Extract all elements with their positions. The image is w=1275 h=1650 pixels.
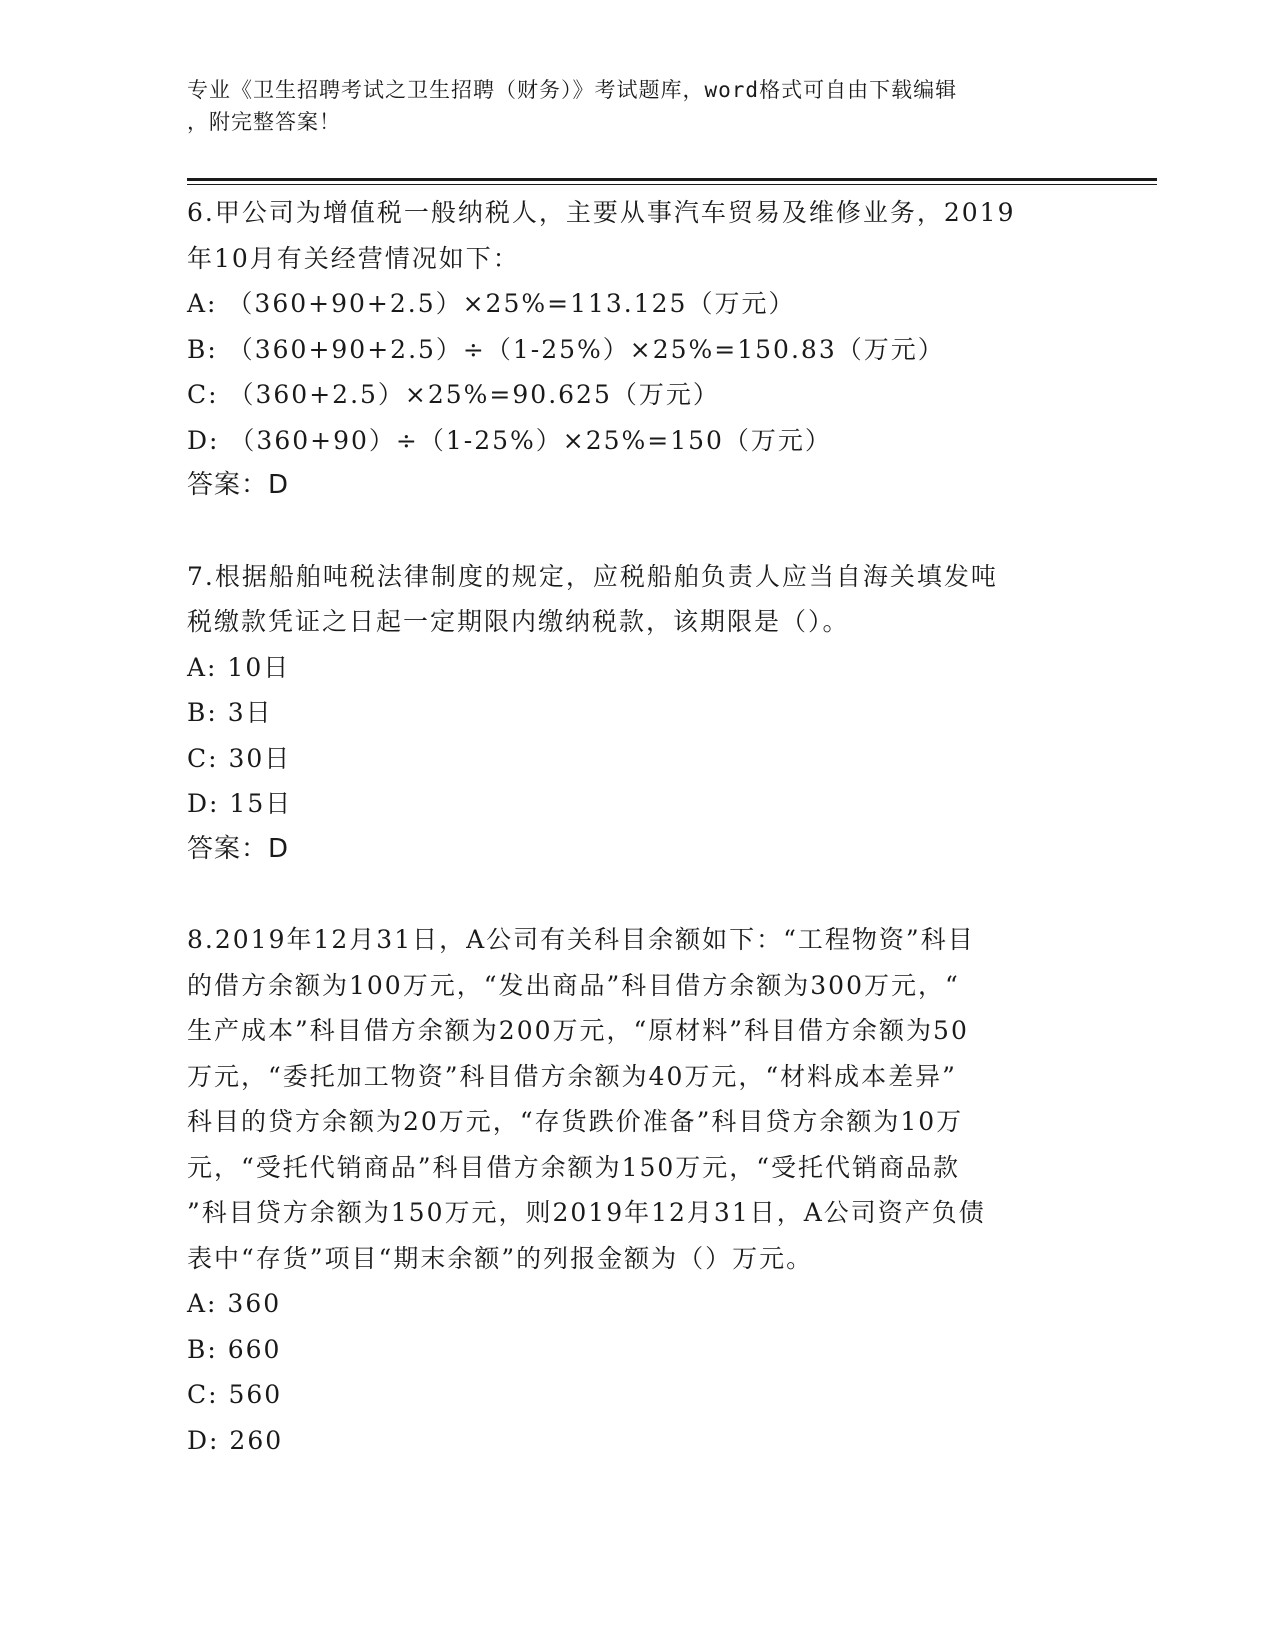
header-divider-thin [187,184,1157,185]
question-stem-line: 年10月有关经营情况如下： [187,243,520,273]
option-c: C: （360+2.5）×25%=90.625（万元） [187,380,720,409]
option-c: C: 560 [187,1380,283,1409]
question-stem-line: 元，“受托代销商品”科目借方余额为150万元，“受托代销商品款 [187,1152,961,1182]
answer-line: 答案：D [187,470,290,500]
option-b: B: 660 [187,1334,282,1364]
option-d: D: 260 [187,1425,284,1455]
question-stem-line: 8.2019年12月31日，A公司有关科目余额如下：“工程物资”科目 [187,925,975,954]
header-line-2: ，附完整答案！ [187,110,341,134]
question-stem-line: 科目的贷方余额为20万元，“存货跌价准备”科目贷方余额为10万 [187,1107,964,1136]
question-6 [187,190,1087,509]
question-stem-line: 税缴款凭证之日起一定期限内缴纳税款，该期限是（）。 [187,607,850,636]
question-list [187,190,1087,1463]
option-b: B: 3日 [187,698,273,727]
question-stem-line: 的借方余额为100万元，“发出商品”科目借方余额为300万元，“ [187,970,960,1000]
option-a: A: 10日 [187,652,291,682]
question-spacer [187,509,1087,554]
option-a: A: （360+90+2.5）×25%=113.125（万元） [187,289,796,318]
answer-line: 答案：D [187,833,290,864]
option-c: C: 30日 [187,743,292,773]
question-stem-line: 7.根据船舶吨税法律制度的规定，应税船舶负责人应当自海关填发吨 [187,561,998,591]
header-divider-thick [187,178,1157,181]
question-7 [187,554,1087,873]
option-b: B: （360+90+2.5）÷（1-25%）×25%=150.83（万元） [187,334,945,364]
option-d: D: （360+90）÷（1-25%）×25%=150（万元） [187,425,832,455]
question-stem-line: 表中“存货”项目“期末余额”的列报金额为（）万元。 [187,1243,814,1273]
question-spacer [187,872,1087,917]
option-a: A: 360 [187,1289,282,1318]
question-stem-line: ”科目贷方余额为150万元，则2019年12月31日，A公司资产负债 [187,1198,986,1227]
option-d: D: 15日 [187,789,293,818]
question-stem-line: 万元，“委托加工物资”科目借方余额为40万元，“材料成本差异” [187,1061,957,1091]
question-stem-line: 生产成本”科目借方余额为200万元，“原材料”科目借方余额为50 [187,1016,969,1045]
document-header [187,74,1067,138]
question-stem-line: 6.甲公司为增值税一般纳税人，主要从事汽车贸易及维修业务，2019 [187,198,1016,227]
header-line-1: 专业《卫生招聘考试之卫生招聘（财务）》考试题库，word格式可自由下载编辑 [187,78,958,102]
question-8 [187,917,1087,1463]
